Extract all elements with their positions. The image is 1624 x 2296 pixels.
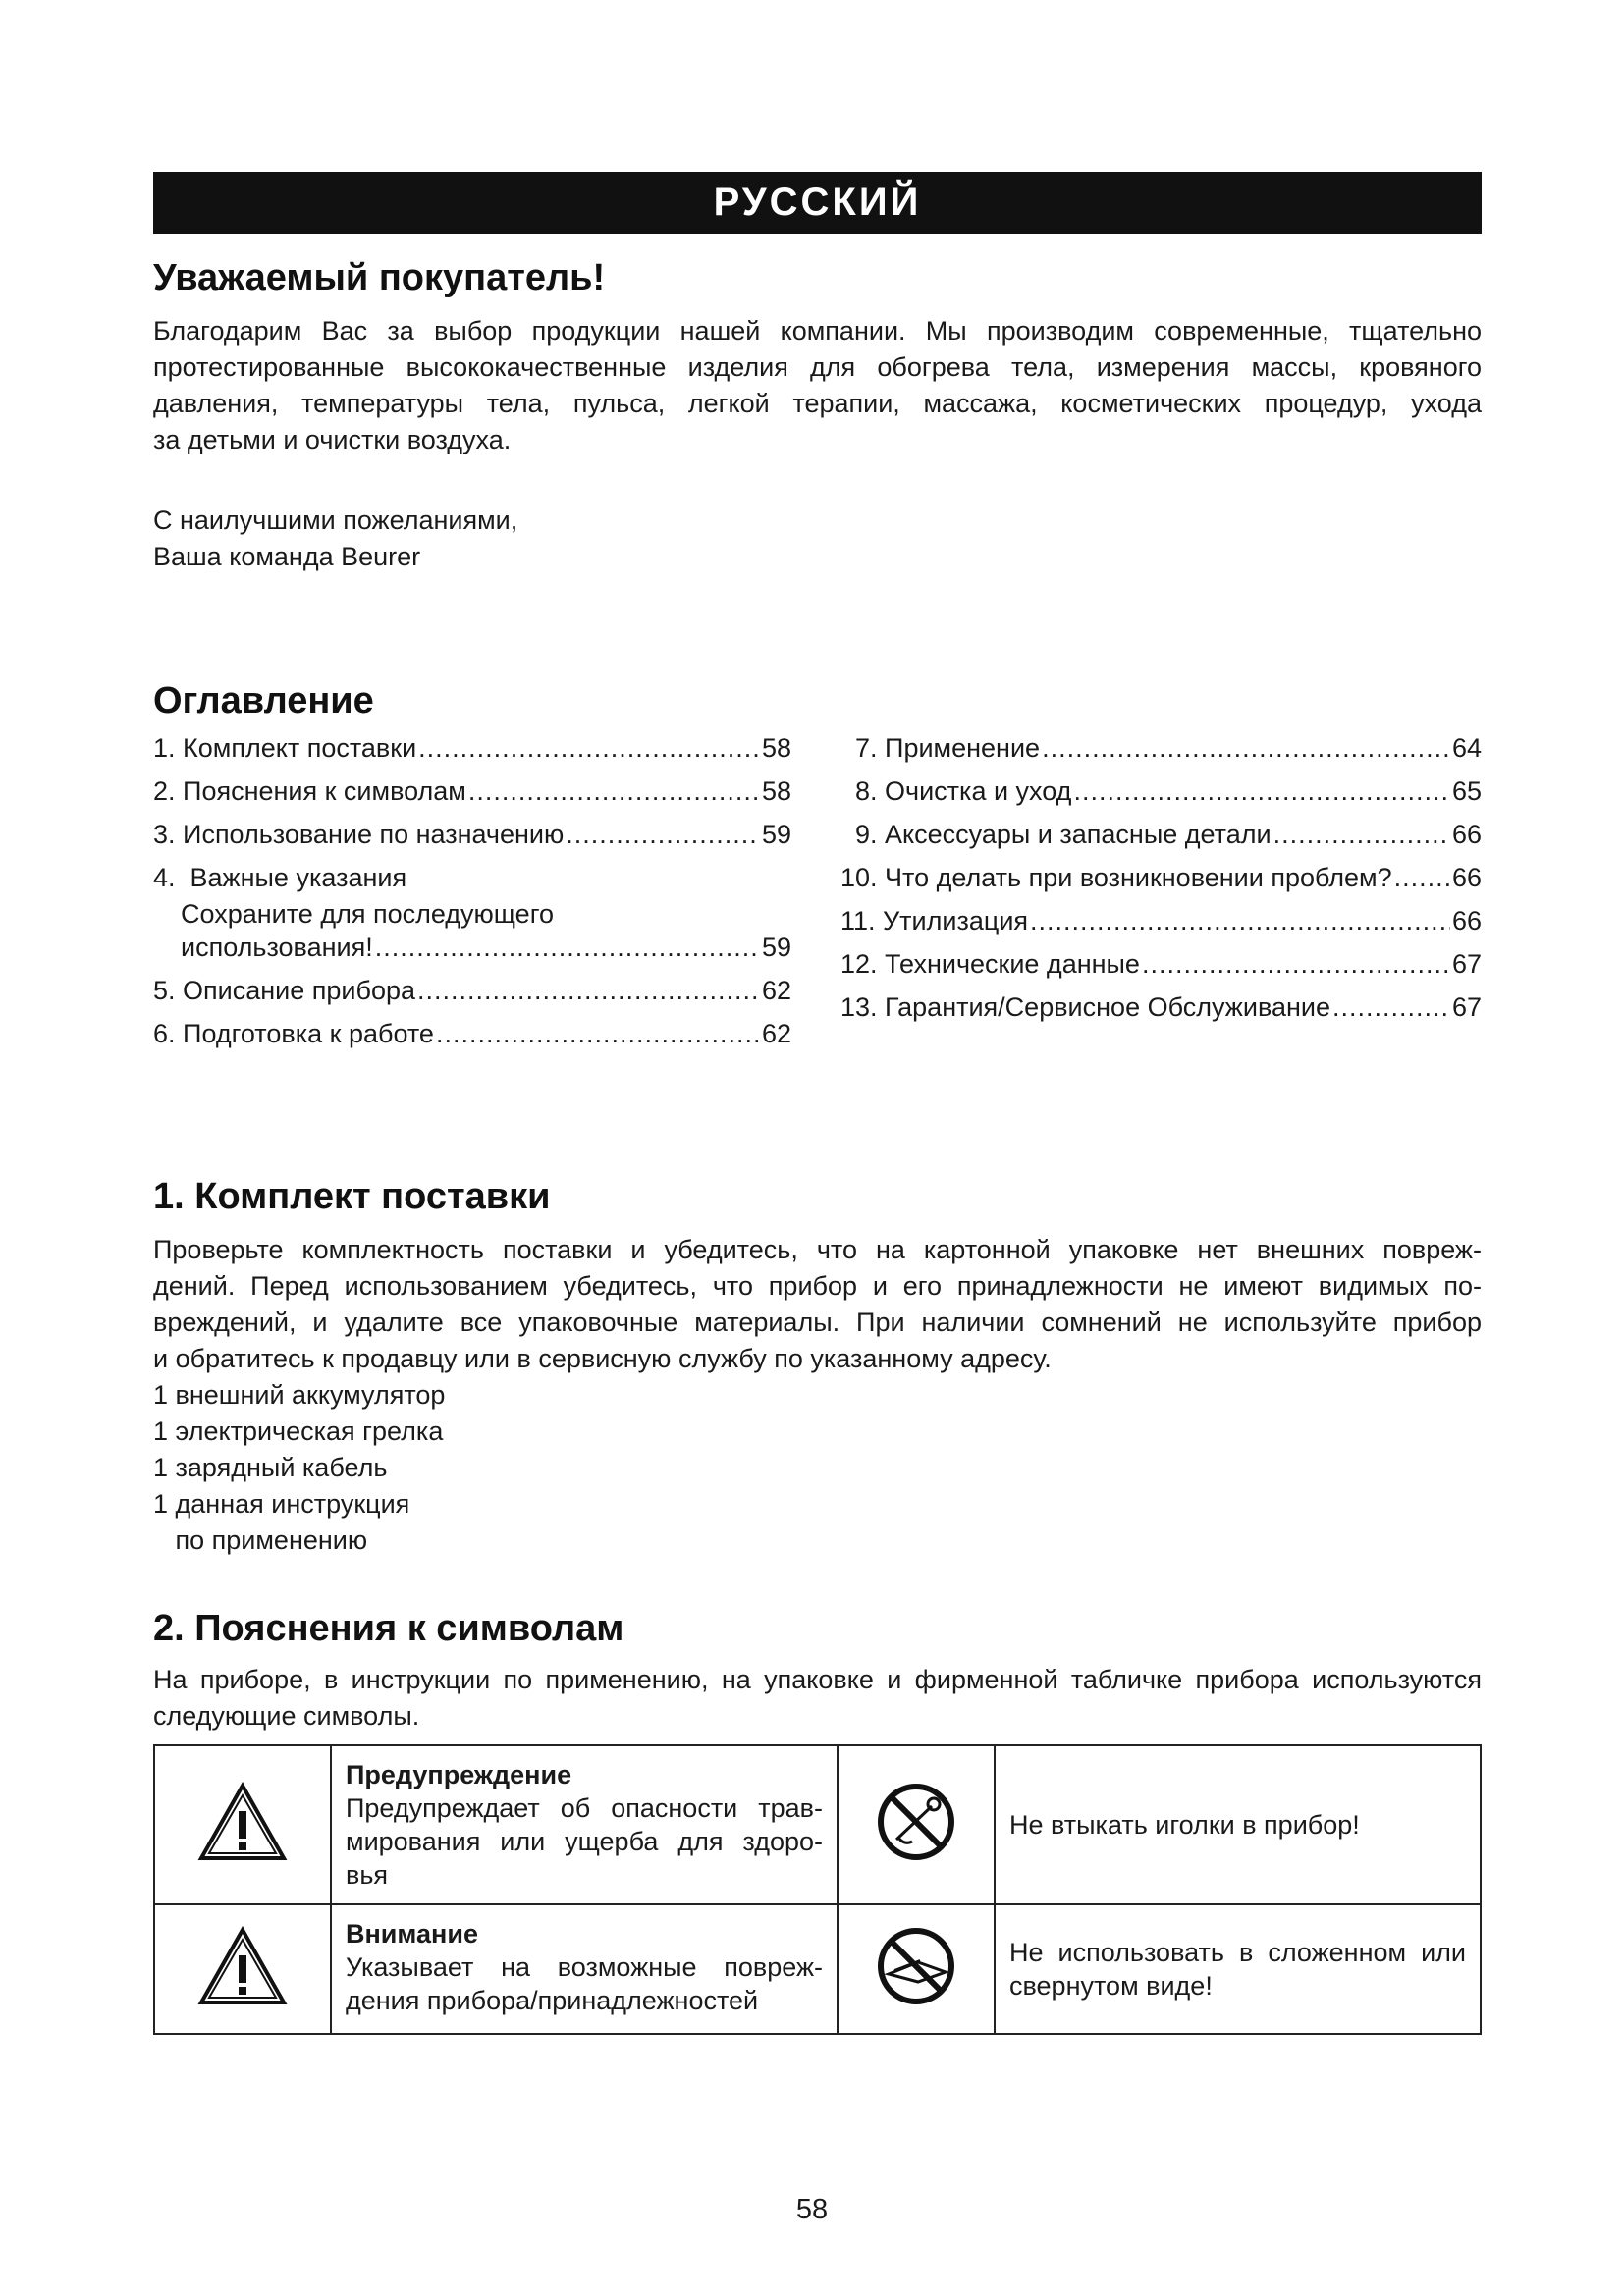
- symbol-text: вья: [346, 1860, 389, 1890]
- no-needles-icon: [875, 1781, 957, 1863]
- toc-label-continued: использования!: [181, 933, 373, 962]
- toc-page: 59: [761, 820, 791, 849]
- toc-num: 8.: [840, 776, 886, 806]
- toc-item[interactable]: [153, 733, 791, 776]
- section2-line: следующие символы.: [153, 1701, 420, 1731]
- toc-num: 5.: [153, 976, 184, 1005]
- toc-leader: [1030, 906, 1450, 936]
- greeting-line: за детьми и очистки воздуха.: [153, 425, 512, 454]
- warning-triangle-icon: [197, 1782, 288, 1862]
- toc-label: Подготовка к работе: [183, 1019, 434, 1048]
- greeting-paragraph: [153, 313, 1482, 458]
- section1-paragraph: [153, 1232, 1482, 1377]
- toc-item[interactable]: [153, 776, 791, 820]
- symbol-icon-cell: [838, 1904, 995, 2034]
- toc-page: 67: [1451, 949, 1482, 979]
- section2-title: 2. Пояснения к символам: [153, 1608, 624, 1649]
- toc-item[interactable]: [840, 992, 1482, 1036]
- toc-leader: [566, 820, 760, 850]
- greeting-title: Уважаемый покупатель!: [153, 257, 606, 298]
- toc-label: Гарантия/Сервисное Обслуживание: [885, 992, 1331, 1022]
- list-item: 1 внешний аккумулятор: [153, 1380, 446, 1410]
- toc-leader: [1142, 949, 1450, 980]
- toc-page: 66: [1451, 820, 1482, 849]
- toc-label: Применение: [885, 733, 1041, 763]
- toc-label: Технические данные: [885, 949, 1140, 979]
- toc-num: 6.: [153, 1019, 184, 1048]
- toc-leader: [375, 933, 760, 963]
- toc-num: 9.: [840, 820, 886, 849]
- symbol-text-cell: [331, 1745, 838, 1904]
- toc-num: 2.: [153, 776, 184, 806]
- toc-leader: [1042, 733, 1450, 764]
- toc-leader: [468, 776, 760, 807]
- toc-right-column: [840, 733, 1482, 1036]
- toc-page: 66: [1451, 863, 1482, 892]
- section1-title: 1. Комплект поставки: [153, 1176, 551, 1217]
- greeting-line: Благодарим Вас за выбор продукции нашей компании. Мы производим современные, тщательно: [153, 316, 1482, 346]
- toc-num: 1.: [153, 733, 184, 763]
- toc-item[interactable]: [840, 820, 1482, 863]
- toc-title: Оглавление: [153, 680, 374, 721]
- toc-item[interactable]: [840, 906, 1482, 949]
- page-number: 58: [795, 2194, 829, 2225]
- toc-label: Важные указания: [189, 863, 407, 892]
- toc-page: 58: [761, 733, 791, 763]
- section2-line: На приборе, в инструкции по применению, на упаковке и фирменной табличке прибора используются: [153, 1665, 1482, 1694]
- closing-line: С наилучшими пожеланиями,: [153, 506, 518, 535]
- toc-page: 65: [1451, 776, 1482, 806]
- section1-line: Проверьте комплектность поставки и убедитесь, что на картонной упаковке нет внешних повреж-: [153, 1235, 1482, 1264]
- symbol-description: свернутом виде!: [1009, 1971, 1213, 2001]
- toc-item[interactable]: [153, 1019, 791, 1062]
- toc-item[interactable]: [840, 733, 1482, 776]
- toc-page: 67: [1451, 992, 1482, 1022]
- symbol-description-cell: [995, 1904, 1481, 2034]
- toc-label: Утилизация: [883, 906, 1029, 935]
- toc-page: 59: [761, 933, 791, 962]
- toc-label: Комплект поставки: [183, 733, 417, 763]
- toc-page: 62: [761, 976, 791, 1005]
- list-item: 1 электрическая грелка: [153, 1416, 444, 1446]
- toc-leader: [1273, 820, 1450, 850]
- symbol-text-cell: [331, 1904, 838, 2034]
- symbol-description-cell: [995, 1745, 1481, 1904]
- table-row: [154, 1904, 1481, 2034]
- list-item: 1 данная инструкция: [153, 1489, 410, 1519]
- toc-page: 64: [1451, 733, 1482, 763]
- toc-item[interactable]: [153, 820, 791, 863]
- toc-leader: [418, 733, 760, 764]
- no-folding-icon: [875, 1925, 957, 2007]
- toc-label: Что делать при возникновении проблем?: [885, 863, 1392, 892]
- toc-num: 13.: [840, 992, 886, 1022]
- symbol-text: Указывает на возможные повреж-: [346, 1952, 823, 1982]
- toc-leader: [1332, 992, 1450, 1023]
- warning-triangle-icon: [197, 1926, 288, 2006]
- toc-num: 3.: [153, 820, 184, 849]
- table-row: [154, 1745, 1481, 1904]
- symbol-icon-cell: [154, 1904, 331, 2034]
- symbol-text: Предупреждает об опасности трав-: [346, 1793, 823, 1823]
- toc-num: 7.: [840, 733, 886, 763]
- language-banner: РУССКИЙ: [153, 172, 1482, 234]
- symbol-text: дения прибора/принадлежностей: [346, 1986, 759, 2015]
- toc-leader: [417, 976, 760, 1006]
- toc-page: 62: [761, 1019, 791, 1048]
- toc-item[interactable]: [840, 863, 1482, 906]
- toc-num: 4.: [153, 863, 190, 892]
- toc-num: 12.: [840, 949, 886, 979]
- list-item: 1 зарядный кабель: [153, 1453, 388, 1482]
- toc-leader: [1394, 863, 1450, 893]
- toc-item[interactable]: [153, 860, 791, 976]
- symbol-title: Предупреждение: [346, 1760, 572, 1789]
- toc-left-column: [153, 733, 791, 1062]
- delivery-list: [153, 1377, 445, 1559]
- symbol-text: мирования или ущерба для здоро-: [346, 1827, 823, 1856]
- toc-page: 66: [1451, 906, 1482, 935]
- section1-line: дений. Перед использованием убедитесь, что прибор и его принадлежности не имеют видимых по-: [153, 1271, 1482, 1301]
- greeting-line: протестированные высококачественные изделия для обогрева тела, измерения массы, кровяного: [153, 352, 1482, 382]
- symbols-table: [153, 1744, 1482, 2035]
- toc-label: Очистка и уход: [885, 776, 1072, 806]
- toc-item[interactable]: [840, 776, 1482, 820]
- symbol-icon-cell: [838, 1745, 995, 1904]
- toc-label-continued: Сохраните для последующего: [181, 899, 554, 929]
- toc-leader: [1073, 776, 1450, 807]
- toc-label: Использование по назначению: [183, 820, 565, 849]
- symbol-title: Внимание: [346, 1919, 478, 1949]
- list-item: по применению: [153, 1525, 368, 1555]
- toc-page: 58: [761, 776, 791, 806]
- closing-line: Ваша команда Beurer: [153, 542, 421, 571]
- toc-label: Аксессуары и запасные детали: [885, 820, 1272, 849]
- symbol-description: Не втыкать иголки в прибор!: [1009, 1810, 1360, 1840]
- greeting-line: давления, температуры тела, пульса, легкой терапии, массажа, косметических процедур, ухода: [153, 389, 1482, 418]
- section1-line: и обратитесь к продавцу или в сервисную службу по указанному адресу.: [153, 1344, 1052, 1373]
- toc-label: Описание прибора: [183, 976, 415, 1005]
- toc-item[interactable]: [840, 949, 1482, 992]
- toc-num: 10.: [840, 863, 886, 892]
- symbol-description: Не использовать в сложенном или: [1009, 1938, 1466, 1967]
- toc-item[interactable]: [153, 976, 791, 1019]
- toc-leader: [436, 1019, 760, 1049]
- toc-num: 11.: [840, 906, 884, 935]
- toc-label: Пояснения к символам: [183, 776, 466, 806]
- symbol-icon-cell: [154, 1745, 331, 1904]
- section1-line: вреждений, и удалите все упаковочные материалы. При наличии сомнений не используйте прибор: [153, 1308, 1482, 1337]
- section2-paragraph: [153, 1662, 1482, 1735]
- greeting-closing: [153, 503, 1482, 575]
